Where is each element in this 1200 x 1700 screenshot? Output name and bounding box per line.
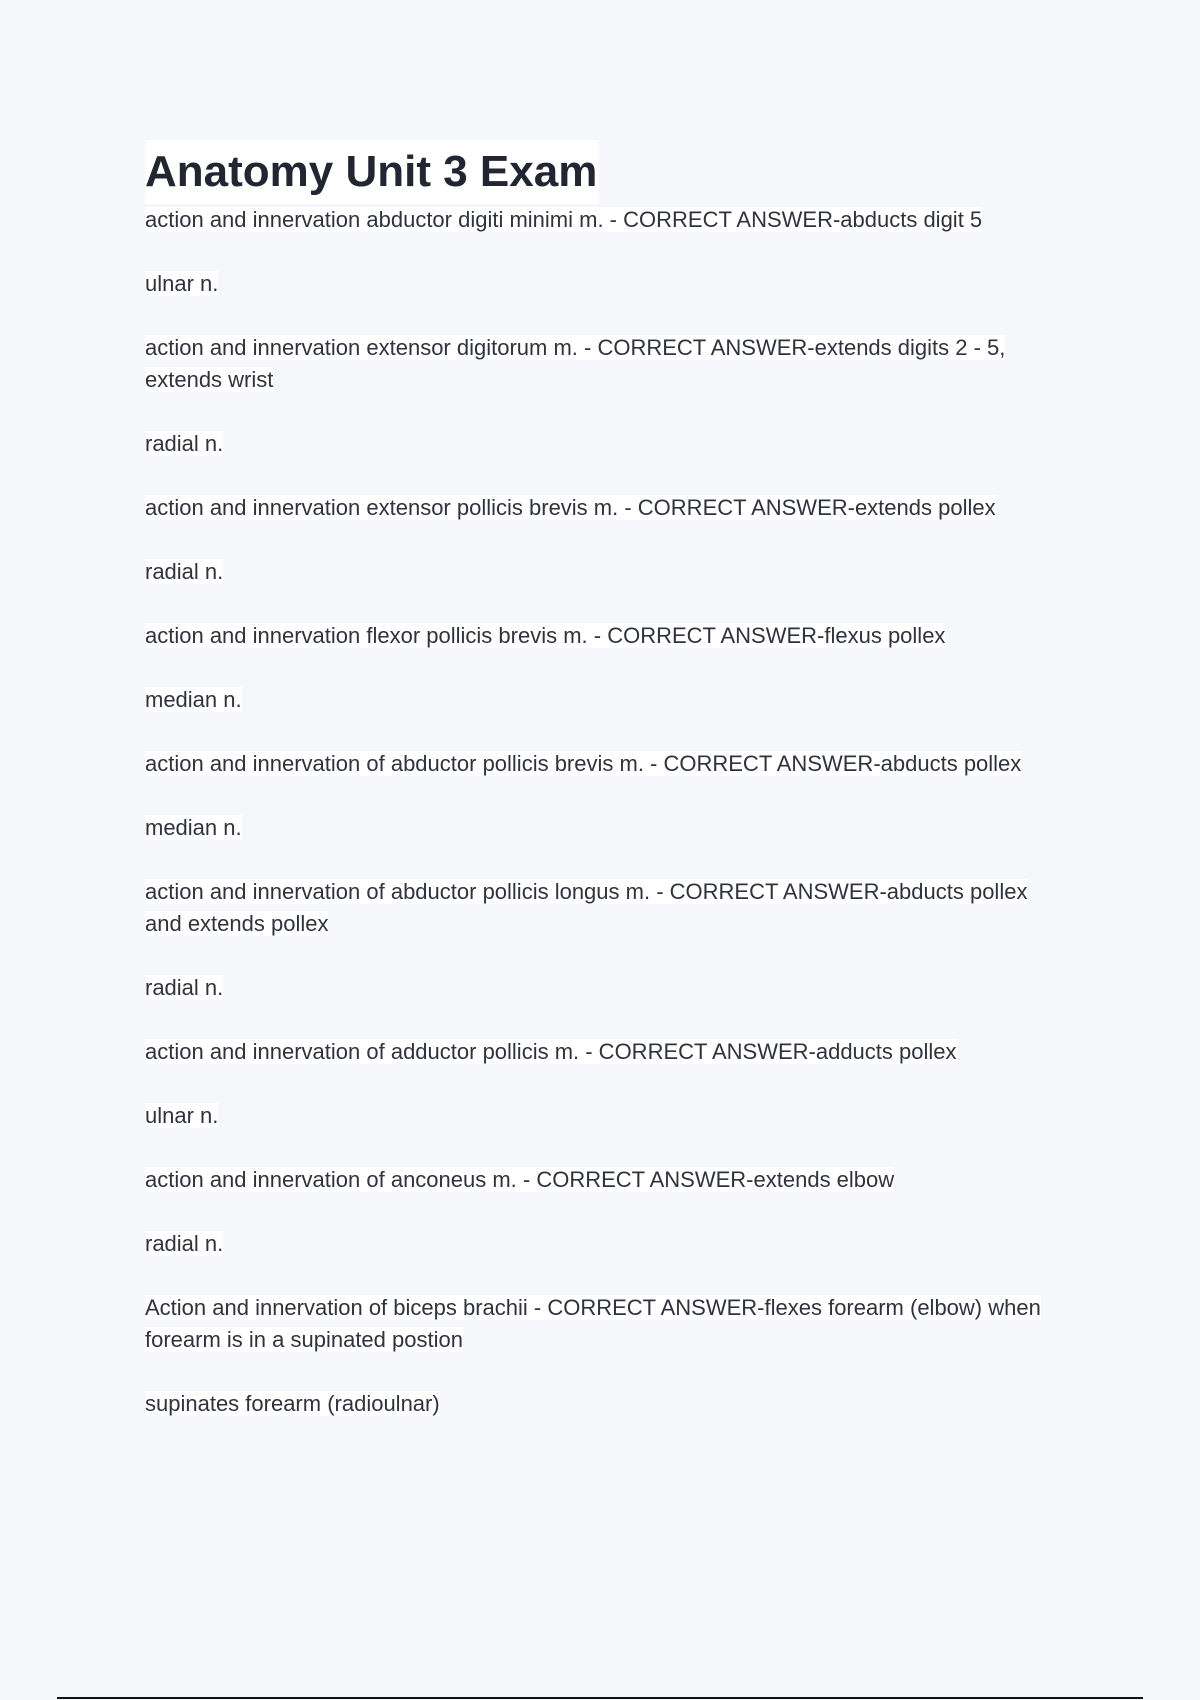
answer-text: radial n. (145, 1231, 224, 1256)
qa-entry (145, 1036, 1065, 1132)
question-text: action and innervation extensor digitorum m. - CORRECT ANSWER-extends digits 2 - 5, extends wrist (145, 335, 1006, 392)
qa-entry (145, 1164, 1065, 1260)
answer-text: radial n. (145, 975, 224, 1000)
question-text: Action and innervation of biceps brachii - CORRECT ANSWER-flexes forearm (elbow) when forearm is in a supinated postion (145, 1295, 1041, 1352)
qa-list (145, 204, 1065, 1420)
qa-entry (145, 332, 1065, 460)
qa-entry (145, 876, 1065, 1004)
question-text: action and innervation of anconeus m. - CORRECT ANSWER-extends elbow (145, 1167, 895, 1192)
qa-entry (145, 204, 1065, 300)
question-text: action and innervation of abductor pollicis longus m. - CORRECT ANSWER-abducts pollex and extends pollex (145, 879, 1028, 936)
question-text: action and innervation of abductor pollicis brevis m. - CORRECT ANSWER-abducts pollex (145, 751, 1022, 776)
qa-entry (145, 1292, 1065, 1420)
qa-entry (145, 620, 1065, 716)
document-page (145, 140, 1065, 1452)
answer-text: supinates forearm (radioulnar) (145, 1391, 440, 1416)
answer-text: radial n. (145, 559, 224, 584)
question-text: action and innervation abductor digiti minimi m. - CORRECT ANSWER-abducts digit 5 (145, 207, 983, 232)
question-text: action and innervation of adductor pollicis m. - CORRECT ANSWER-adducts pollex (145, 1039, 957, 1064)
answer-text: ulnar n. (145, 1103, 219, 1128)
answer-text: median n. (145, 687, 242, 712)
document-title: Anatomy Unit 3 Exam (145, 140, 599, 204)
question-text: action and innervation flexor pollicis brevis m. - CORRECT ANSWER-flexus pollex (145, 623, 946, 648)
answer-text: median n. (145, 815, 242, 840)
answer-text: radial n. (145, 431, 224, 456)
question-text: action and innervation extensor pollicis brevis m. - CORRECT ANSWER-extends pollex (145, 495, 996, 520)
qa-entry (145, 492, 1065, 588)
answer-text: ulnar n. (145, 271, 219, 296)
footer-divider (57, 1697, 1143, 1699)
qa-entry (145, 748, 1065, 844)
